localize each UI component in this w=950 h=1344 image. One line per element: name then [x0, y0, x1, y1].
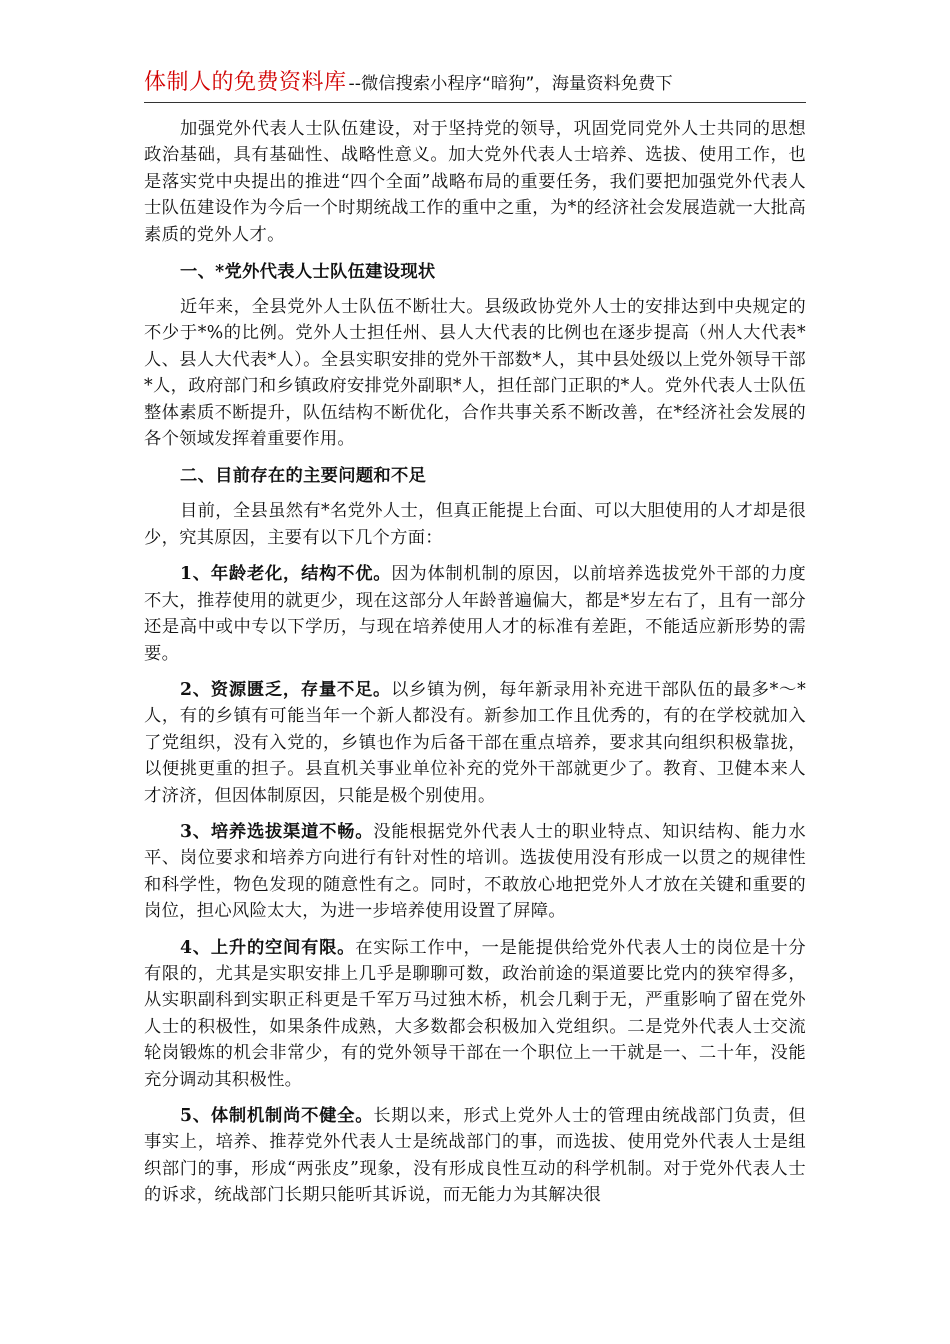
section-2-intro-paragraph: 目前，全县虽然有*名党外人士，但真正能提上台面、可以大胆使用的人才却是很少，究其原因，主要有以下几个方面： — [144, 501, 806, 548]
point-5-text: 长期以来，形式上党外人士的管理由统战部门负责，但事实上，培养、推荐党外代表人士是统战部门的事，而选拔、使用党外代表人士是组织部门的事，形成“两张皮”现象，没有形成良性互动的科学机制。对于党外代表人士的诉求，统战部门长期只能听其诉说，而无能力为其解决很 — [144, 1106, 807, 1206]
point-1-text: 因为体制机制的原因，以前培养选拔党外干部的力度不大，推荐使用的就更少，现在这部分人年龄普遍偏大，都是*岁左右了，且有一部分还是高中或中专以下学历，与现在培养使用人才的标准有差距，不能适应新形势的需要。 — [144, 564, 807, 664]
point-3-text: 没能根据党外代表人士的职业特点、知识结构、能力水平、岗位要求和培养方向进行有针对性的培训。选拔使用没有形成一以贯之的规律性和科学性，物色发现的随意性有之。同时，不敢放心地把党外人才放在关键和重要的岗位，担心风险太大，为进一步培养使用设置了屏障。 — [144, 821, 807, 922]
page-header — [144, 68, 806, 103]
point-5-paragraph — [144, 1103, 806, 1209]
document-body — [144, 116, 806, 1219]
point-3-paragraph — [144, 819, 806, 925]
point-1-lead: 1、年龄老化，结构不优。 — [180, 564, 392, 585]
point-3-lead: 3、培养选拔渠道不畅。 — [180, 821, 374, 842]
point-1-paragraph — [144, 561, 806, 667]
point-4-text: 在实际工作中，一是能提供给党外代表人士的岗位是十分有限的，尤其是实职安排上几乎是聊聊可数，政治前途的渠道要比党内的狭窄得多，从实职副科到实职正科更是千军万马过独木桥，机会几剩于无，严重影响了留在党外人士的积极性，如果条件成熟，大多数都会积极加入党组织。二是党外代表人士交流轮岗锻炼的机会非常少，有的党外领导干部在一个职位上一干就是一、二十年，没能充分调动其积极性。 — [144, 937, 806, 1090]
header-brand: 体制人的免费资料库 — [144, 70, 347, 95]
section-2-heading: 二、目前存在的主要问题和不足 — [180, 466, 427, 487]
section-1-paragraph: 近年来，全县党外人士队伍不断壮大。县级政协党外人士的安排达到中央规定的不少于*%的比例。党外人士担任州、县人大代表的比例也在逐步提高（州人大代表*人、县人大代表*人）。全县实职安排的党外干部数*人，其中县处级以上党外领导干部*人，政府部门和乡镇政府安排党外副职*人，担任部门正职的*人。党外代表人士队伍整体素质不断提升，队伍结构不断优化，合作共事关系不断改善，在*经济社会发展的各个领域发挥着重要作用。 — [144, 297, 806, 450]
point-2-text: 以乡镇为例，每年新录用补充进干部队伍的最多*～*人，有的乡镇有可能当年一个新人都没有。新参加工作且优秀的，有的在学校就加入了党组织，没有入党的，乡镇也作为后备干部在重点培养，要求其向组织积极靠拢，以便挑更重的担子。县直机关事业单位补充的党外干部就更少了。教育、卫健本来人才济济，但因体制原因，只能是极个别使用。 — [144, 679, 807, 806]
intro-paragraph: 加强党外代表人士队伍建设，对于坚持党的领导，巩固党同党外人士共同的思想政治基础，具有基础性、战略性意义。加大党外代表人士培养、选拔、使用工作，也是落实党中央提出的推进“四个全面”战略布局的重要任务，我们要把加强党外代表人士队伍建设作为今后一个时期统战工作的重中之重，为*的经济社会发展造就一大批高素质的党外人才。 — [144, 119, 806, 245]
point-2-paragraph — [144, 677, 806, 809]
point-5-lead: 5、体制机制尚不健全。 — [180, 1106, 374, 1126]
point-4-paragraph — [144, 935, 806, 1093]
point-4-lead: 4、上升的空间有限。 — [180, 937, 356, 958]
header-tagline: --微信搜索小程序“暗狗”，海量资料免费下 — [348, 74, 673, 94]
point-2-lead: 2、资源匮乏，存量不足。 — [180, 679, 392, 700]
section-1-heading: 一、*党外代表人士队伍建设现状 — [180, 262, 436, 283]
